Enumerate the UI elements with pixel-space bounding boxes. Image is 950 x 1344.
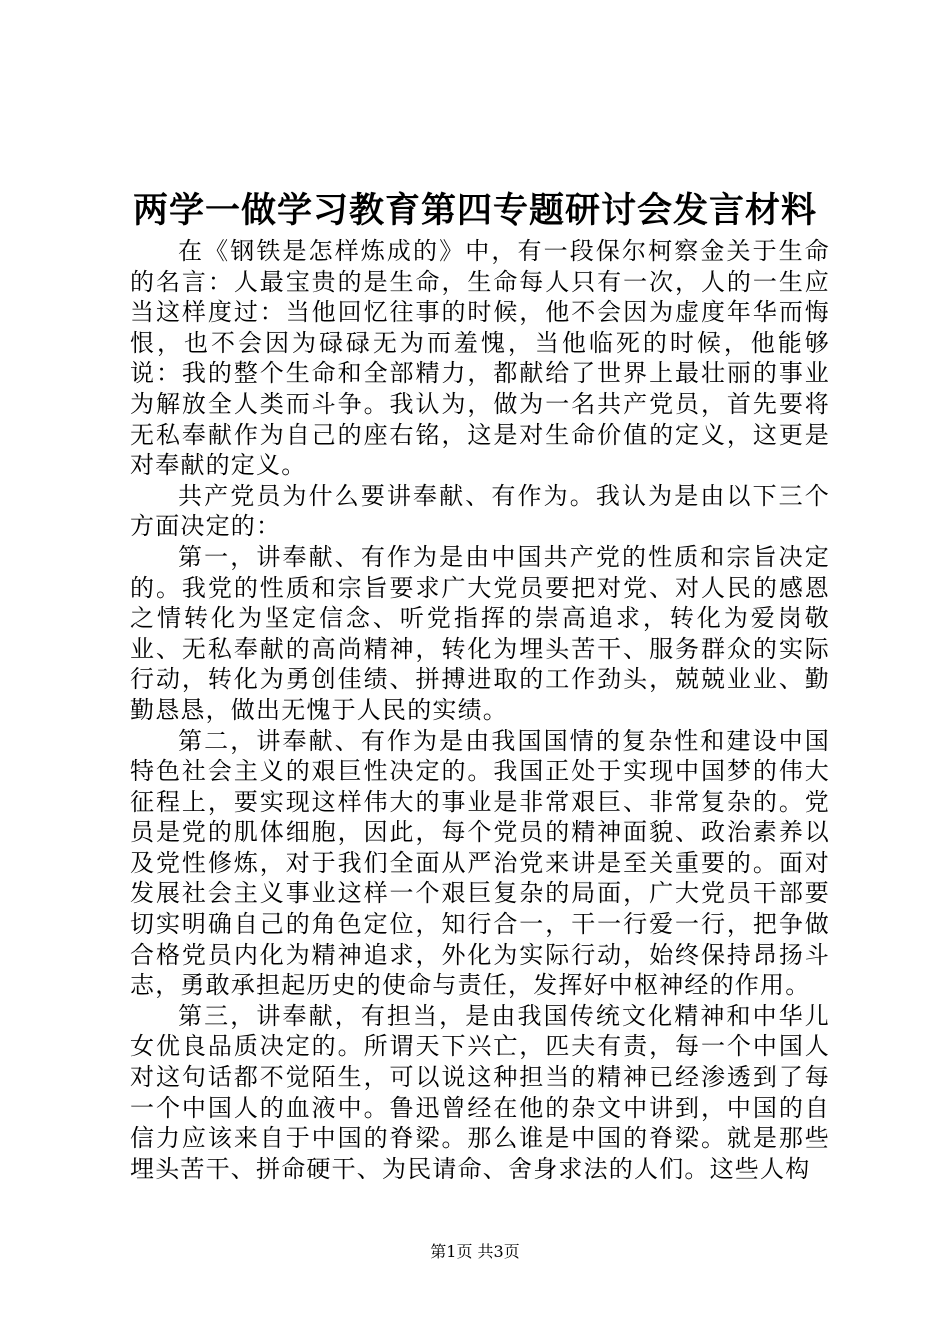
paragraph-3: 第一，讲奉献、有作为是由中国共产党的性质和宗旨决定的。我党的性质和宗旨要求广大党员要把对党、对人民的感恩之情转化为坚定信念、听党指挥的崇高追求，转化为爱岗敬业、无私奉献的高尚精神，转化为埋头苦干、服务群众的实际行动，转化为勇创佳绩、拼搏进取的工作劲头，兢兢业业、勤勤恳恳，做出无愧于人民的实绩。 [130,542,830,724]
paragraph-5: 第三，讲奉献，有担当，是由我国传统文化精神和中华儿女优良品质决定的。所谓天下兴亡，匹夫有责，每一个中国人对这句话都不觉陌生，可以说这种担当的精神已经渗透到了每一个中国人的血液中。鲁迅曾经在他的杂文中讲到，中国的自信力应该来自于中国的脊梁。那么谁是中国的脊梁。就是那些埋头苦干、拼命硬干、为民请命、舍身求法的人们。这些人构 [130,1001,830,1183]
paragraph-4: 第二，讲奉献、有作为是由我国国情的复杂性和建设中国特色社会主义的艰巨性决定的。我国正处于实现中国梦的伟大征程上，要实现这样伟大的事业是非常艰巨、非常复杂的。党员是党的肌体细胞，因此，每个党员的精神面貌、政治素养以及党性修炼，对于我们全面从严治党来讲是至关重要的。面对发展社会主义事业这样一个艰巨复杂的局面，广大党员干部要切实明确自己的角色定位，知行合一，干一行爱一行，把争做合格党员内化为精神追求，外化为实际行动，始终保持昂扬斗志，勇敢承担起历史的使命与责任，发挥好中枢神经的作用。 [130,726,830,1000]
document-title: 两学一做学习教育第四专题研讨会发言材料 [132,190,817,231]
document-body [130,236,830,1184]
page-number-footer: 第1页 共3页 [430,1242,520,1261]
paragraph-1: 在《钢铁是怎样炼成的》中，有一段保尔柯察金关于生命的名言：人最宝贵的是生命，生命每人只有一次，人的一生应当这样度过：当他回忆往事的时候，他不会因为虚度年华而悔恨，也不会因为碌碌无为而羞愧，当他临死的时候，他能够说：我的整个生命和全部精力，都献给了世界上最壮丽的事业为解放全人类而斗争。我认为，做为一名共产党员，首先要将无私奉献作为自己的座右铭，这是对生命价值的定义，这更是对奉献的定义。 [130,237,830,480]
paragraph-2: 共产党员为什么要讲奉献、有作为。我认为是由以下三个方面决定的： [130,481,830,541]
